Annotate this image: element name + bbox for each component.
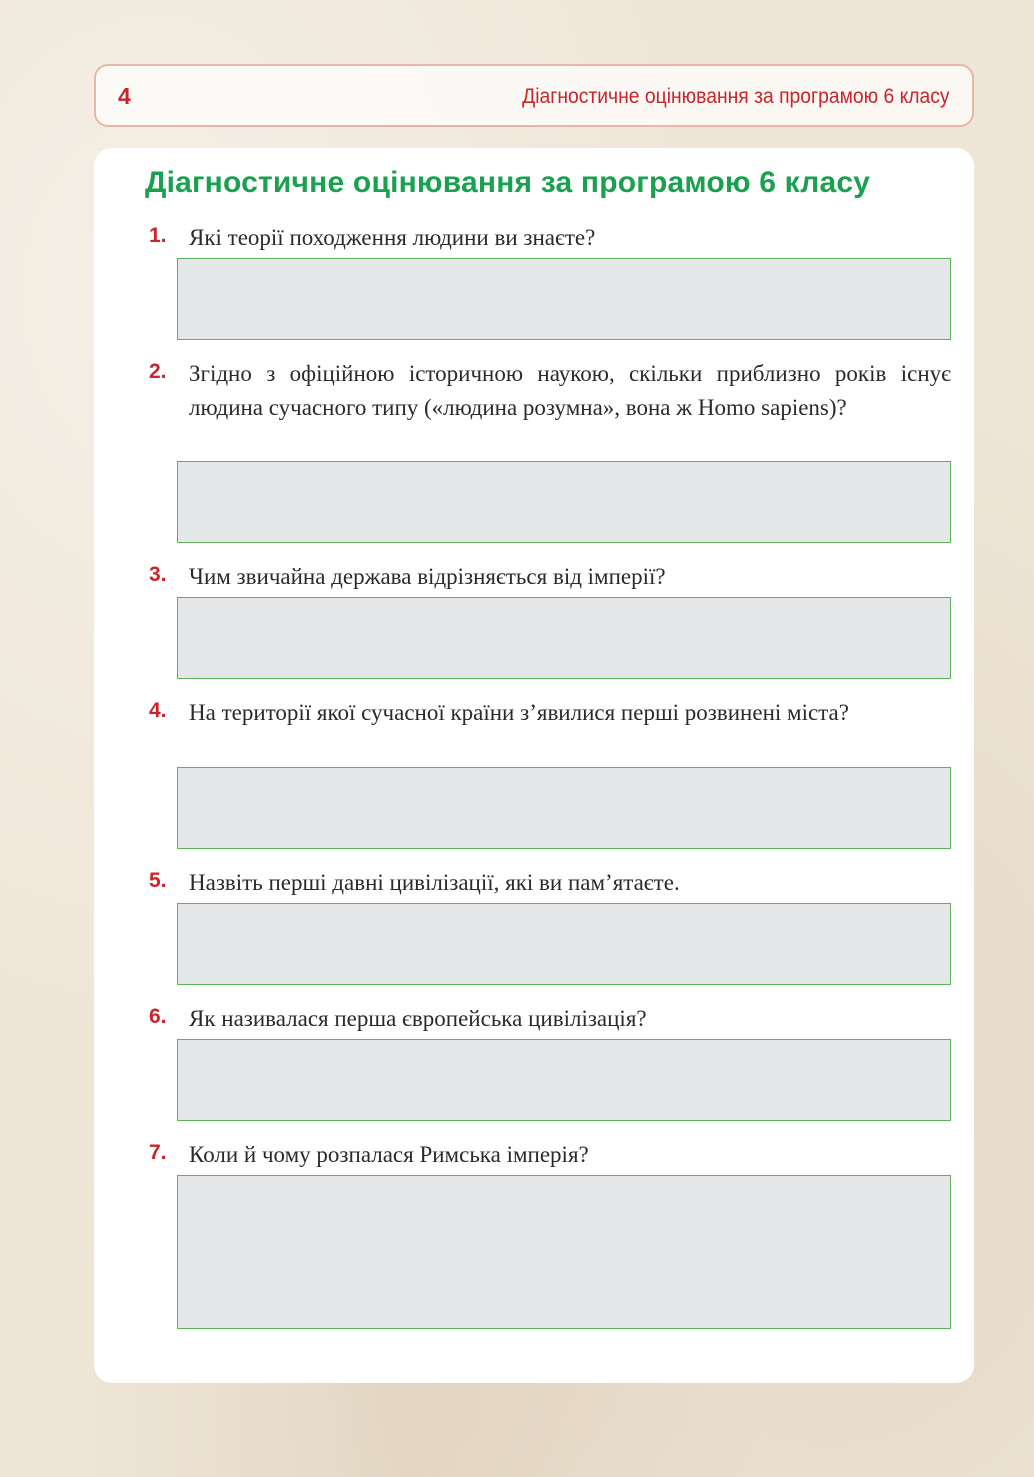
page-number: 4 — [118, 83, 131, 109]
question-text: На території якої сучасної країни з’явилися перші розвинені міста? — [189, 700, 849, 725]
answer-field[interactable] — [177, 767, 951, 849]
page-header — [94, 64, 974, 127]
question-number: 6. — [149, 1005, 167, 1028]
question-text: Назвіть перші давні цивілізації, які ви пам’ятаєте. — [189, 870, 680, 895]
running-title: Діагностичне оцінювання за програмою 6 класу — [522, 85, 950, 108]
answer-field[interactable] — [177, 597, 951, 679]
page-title: Діагностичне оцінювання за програмою 6 класу — [145, 166, 871, 199]
question-number: 7. — [149, 1141, 167, 1164]
question-text: Які теорії походження людини ви знаєте? — [189, 225, 596, 250]
question-number: 5. — [149, 869, 167, 892]
worksheet-card — [94, 148, 974, 1383]
answer-field[interactable] — [177, 1175, 951, 1329]
question-number: 2. — [149, 360, 167, 383]
answer-field[interactable] — [177, 461, 951, 543]
question-number: 1. — [149, 224, 167, 247]
question-text: Коли й чому розпалася Римська імперія? — [189, 1142, 589, 1167]
answer-field[interactable] — [177, 903, 951, 985]
question-text: Чим звичайна держава відрізняється від імперії? — [189, 564, 666, 589]
question-number: 3. — [149, 563, 167, 586]
answer-field[interactable] — [177, 258, 951, 340]
question-text: Згідно з офіційною історичною наукою, скільки приблизно років існує людина сучасного типу («людина розумна», вона ж Homo sapiens)? — [189, 361, 951, 420]
answer-field[interactable] — [177, 1039, 951, 1121]
question-number: 4. — [149, 699, 167, 722]
question-text: Як називалася перша європейська цивілізація? — [189, 1006, 647, 1031]
